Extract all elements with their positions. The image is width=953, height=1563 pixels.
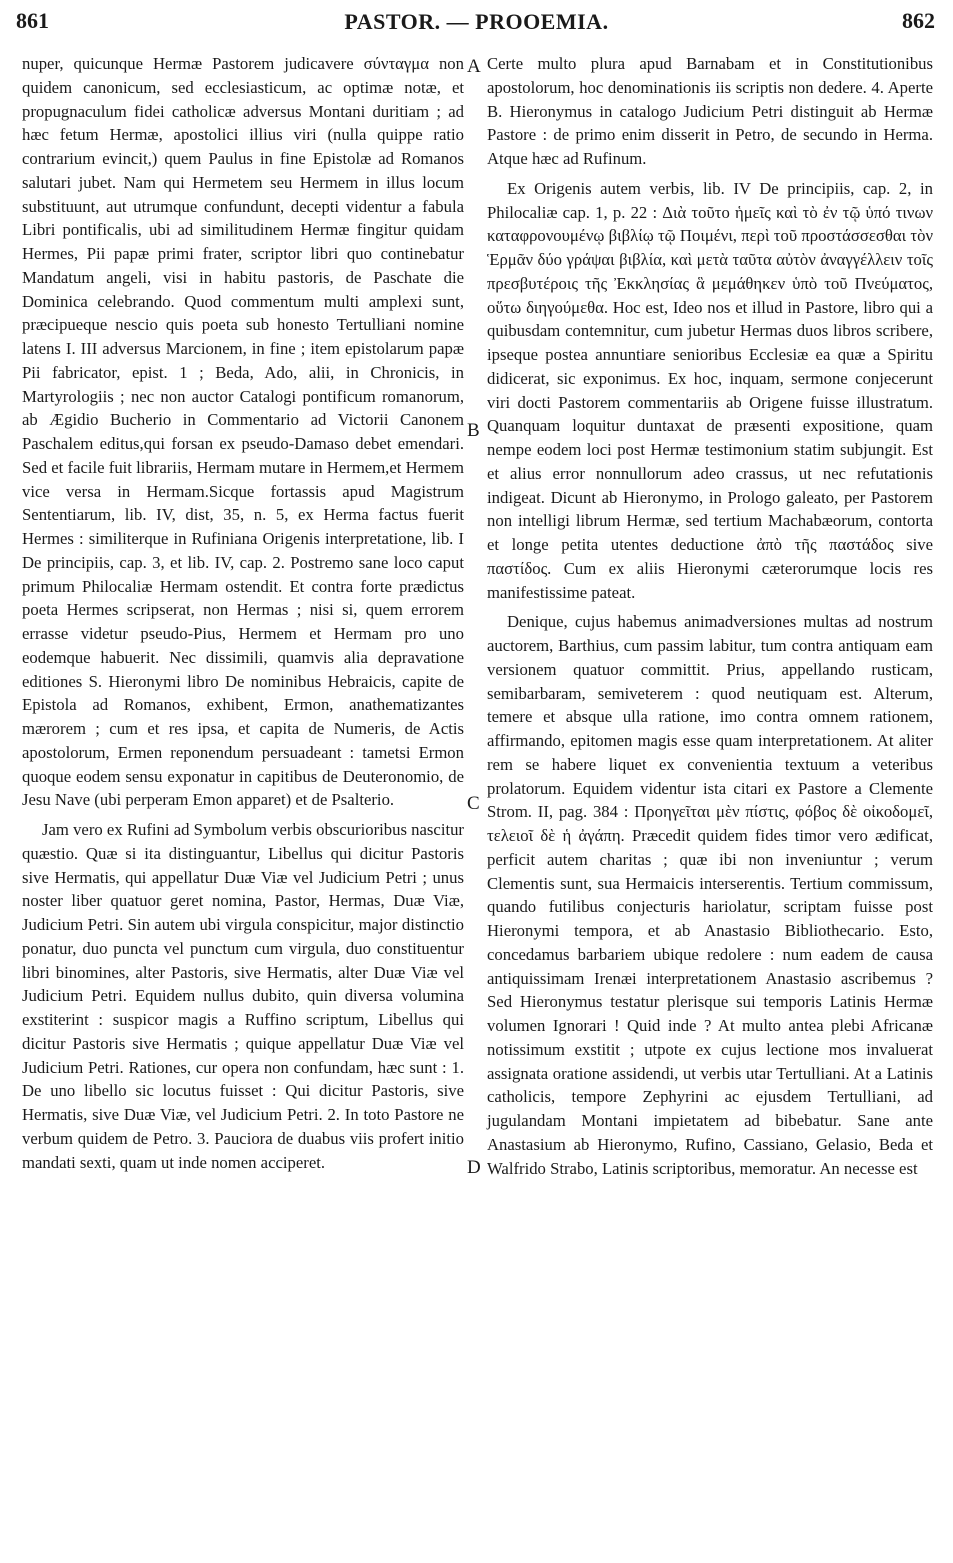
left-paragraph-2: Jam vero ex Rufini ad Symbolum verbis obscurioribus nascitur quæstio. Quæ si ita distinguantur, Libellus qui dicitur Pastoris sive Hermatis, qui appellatur Duæ Viæ vel Judicium Petri ; unus noster liber quatuor geret nomina, Pastor, Hermas, Duæ Viæ, Judicium Petri. Sin autem ubi virgula conspicitur, major distinctio ponatur, duo puncta vel punctum cum virgula, duo constituentur libri binomines, alter Pastoris, sive Hermatis, alter Duæ Viæ vel Judicium Petri. Equidem nullus dubito, quin diversa volumina exstiterint : suspicor magis a Ruffino scriptum, Libellus qui dicitur Pastoris sive Hermatis ; quique appellatur Duæ Viæ vel Judicium Petri. Rationes, cur opera non confundam, hæc sunt : 1. De uno libello sic locutus fuisset : Qui dicitur Pastoris, sive Hermatis, sive Duæ Viæ, vel Judicium Petri. 2. In toto Pastore ne verbum quidem de Petro. 3. Pauciora de duabus viis profert initio mandati sexti, quam ut inde nomen acciperet.	[22, 820, 464, 1172]
running-title: PASTOR. — PROOEMIA.	[344, 9, 609, 34]
page-number-left: 861	[16, 8, 49, 33]
left-column	[22, 52, 464, 1174]
margin-letter-a: A	[467, 56, 481, 77]
margin-letter-b: B	[467, 420, 480, 441]
right-column	[487, 52, 933, 1180]
right-paragraph-3: Denique, cujus habemus animadversiones multas ad nostrum auctorem, Barthius, cum passim labitur, tum contra antiquam eam versionem quatuor committit. Prius, appellando rusticam, semibarbaram, semiveterem : quod neutiquam est. Alterum, temere et absque ulla ratione, imo contra omnem rationem, affirmando, epitomen magis esse quam interpretationem. At aliter rem se habere liquet ex convenientia textuum a veteribus prolatorum. Equidem videntur ista citari ex Pastore a Clemente Strom. II, pag. 384 : Προηγεῖται μὲν πίστις, φόβος δὲ οἰκοδομεῖ, τελειοῖ δὲ ἡ ἀγάπη. Præcedit quidem fides timor vero ædificat, perficit autem charitas ; quæ ibi non inveniuntur ; verum Clementis sunt, sua Hermaicis interserentis. Tertium commissum, quando futilibus conjecturis hariolatur, scriptam fuisse post Hieronymi tempora, et ab Anastasio Bibliothecario. Esto, concedamus barbariem ubique redolere : num eadem de causa antiquissimam Irenæi interpretationem Anastasio ascribemus ? Sed Hieronymus testatur plerisque sui temporis Latinis Hermæ volumen Ignorari ! Quid inde ? At multo antea plebi Africanæ notissimum exstitit ; utpote ex cujus lectione mos invaluerat assignata oratione assidendi, ut verbis utar Tertulliani. At a Latinis catholicis, tempore Zephyrini ac ejusdem Tertulliani, ad jugulandam Montani impietatem ad bibebatur. Sane ante Anastasium ab Hieronymo, Rufino, Cassiano, Gelasio, Beda et Walfrido Strabo, Latinis scriptoribus, memoratur. An necesse est	[487, 612, 933, 1178]
margin-letter-d: D	[467, 1157, 481, 1178]
page-number-right: 862	[902, 8, 935, 33]
right-paragraph-2: Ex Origenis autem verbis, lib. IV De principiis, cap. 2, in Philocaliæ cap. 1, p. 22 : Διὰ τοῦτο ἡμεῖς καὶ τὸ ἐν τῷ ὑπό τινων καταφρονουμένῳ βιβλίῳ τῷ Ποιμένι, περὶ τοῦ προστάσσεσθαι τὸν Ἑρμᾶν δύο γράψαι βιβλία, καὶ μετὰ ταῦτα αὐτὸν ἀναγγέλλειν τοῖς πρεσβυτέροις τῆς Ἐκκλησίας ἃ μεμάθηκεν ὑπὸ τοῦ Πνεύματος, οὕτω διηγούμεθα. Hoc est, Ideo nos et illud in Pastore, libro qui a quibusdam contemnitur, cum jubetur Hermas duos libros scribere, ipseque postea annuntiare senioribus Ecclesiæ ea quæ a Spiritu didicerat, sic exponimus. Ex hoc, inquam, sermone conjecerunt viri docti Pastorem commentariis ab Origene fuisse illustratum. Quanquam loquitur duntaxat de præsenti expositione, quam nempe eodem loci post Hermæ testimonium statim subjungit. Est et alius error nonnullorum adeo crassus, ut nec refutationis indigeat. Dicunt ab Hieronymo, in Prologo galeato, per Pastorem non intelligi librum Hermæ, sed tertium Machabæorum, contorta et longe petita utentes deductione ἀπὸ τῆς παστάδος sive παστίδος. Cum ex aliis Hieronymi cæterorumque locis res manifestissime pateat.	[487, 178, 933, 602]
page-header	[0, 0, 953, 44]
right-paragraph-1: Certe multo plura apud Barnabam et in Constitutionibus apostolorum, hoc denominationis iis scriptis non dedere. 4. Aperte B. Hieronymus in catalogo Judicium Petri distinguit ab Hermæ Pastore : de primo enim disserit in Petro, de secundo in Herma. Atque hæc ad Rufinum.	[487, 54, 933, 168]
left-paragraph-1: nuper, quicunque Hermæ Pastorem judicavere σύνταγμα non quidem canonicum, sed ecclesiasticum, ac optimæ notæ, et propugnaculum fidei catholicæ adversus Montani duritiam ; ad hæc fetum Hermæ, apostolici illius viri (nulla quippe ratio contrarium evincit,) quem Paulus in fine Epistolæ ad Romanos salutari jubet. Nam qui Hermetem seu Hermem in illus locum substituunt, aut utrumque confundunt, decepti videntur a fabula Libri pontificalis, ubi ad similitudinem Hermæ fingitur quidam Hermes, Pii papæ primi frater, scriptor libri quo continebatur Mandatum angeli, visi in habitu pastoris, de Paschate die Dominica celebrando. Quod commentum multi amplexi sunt, præcipueque nescio quis poeta sub honesto Tertulliani nomine latens I. III adversus Marcionem, in fine ; item epistolarum papæ Pii fabricator, epist. 1 ; Beda, Ado, alii, in Chronicis, in Martyrologiis ; nec non auctor Catalogi pontificum romanorum, ab Ægidio Bucherio in Commentario ad Victorii Canonem Paschalem editus,qui forsan ex pseudo-Damaso debet emendari. Sed et facile fuit librariis, Hermam mutare in Hermem,et Hermem vice versa in Hermam.Sicque fortassis apud Magistrum Sententiarum, lib. IV, dist, 35, n. 5, ex Herma factus fuerit Hermes : similiterque in Rufiniana Origenis interpretatione, lib. I De principiis, cap. 3, et lib. IV, cap. 2. Postremo sane loco caput primum Philocaliæ Hermam ostendit. Et contra forte prædictus poeta Hermes scripserat, non Hermas ; nisi si, quem errorem errasse videtur pseudo-Pius, Hermem et Hermam pro uno eodemque habuerit. Nec dissimili, quamvis alia depravatione editiones S. Hieronymi libro De nominibus Hebraicis, capite de Epistola ad Romanos, exhibent, Ermon, anathematizantes mærorem ; cum et res ipsa, et capita de Numeris, de Actis apostolorum, Ermen reponendum persuadeant : tametsi Ermon quoque eodem sensu exponatur in capitibus de Deuteronomio, de Jesu Nave (ubi perperam Emon apparet) et de Psalterio.	[22, 54, 464, 810]
margin-letter-c: C	[467, 793, 480, 814]
